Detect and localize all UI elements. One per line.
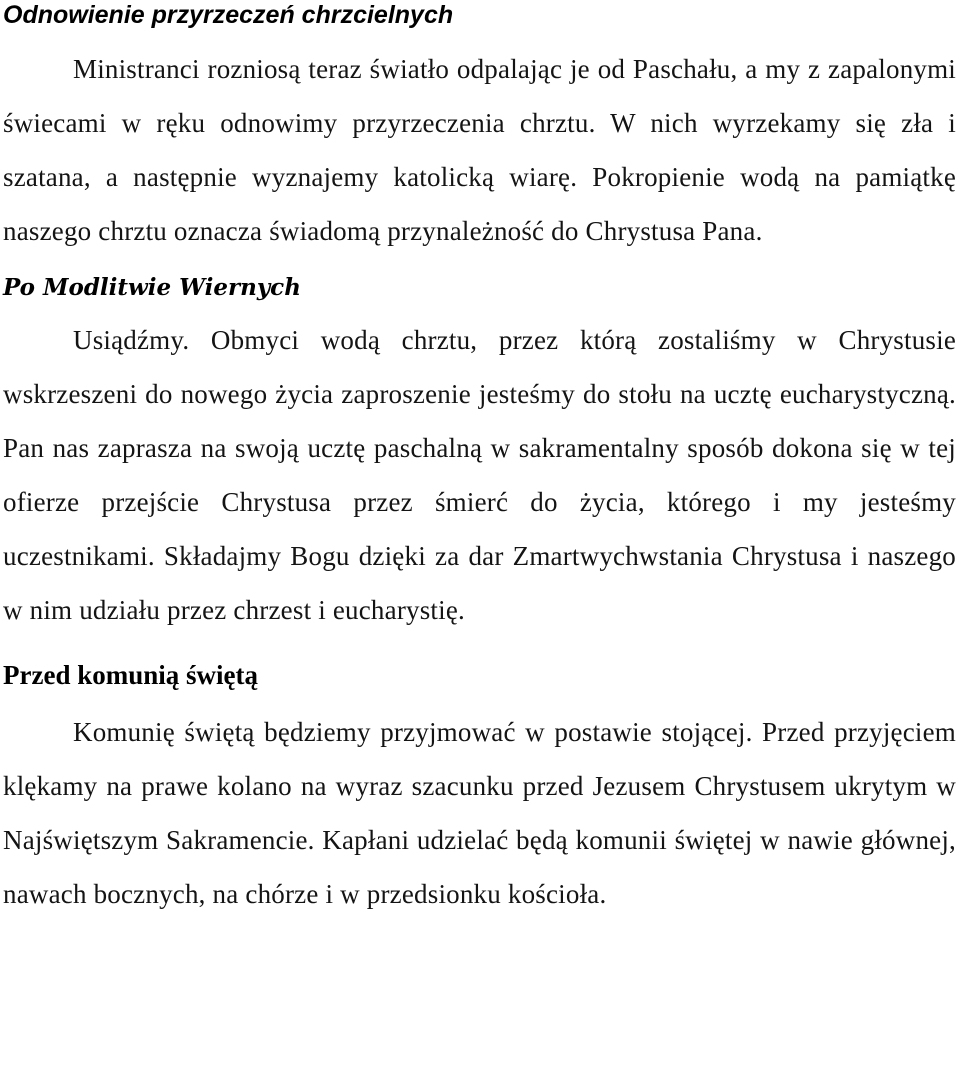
section-heading-after-prayer: Po Modlitwie Wiernych [3, 274, 301, 301]
section-heading-before-communion: Przed komunią świętą [3, 660, 258, 690]
section-body-before-communion: Komunię świętą będziemy przyjmować w postawie stojącej. Przed przyjęciem klękamy na prawe kolano na wyraz szacunku przed Jezusem Chrystusem ukrytym w Najświętszym Sakramencie. Kapłani udzielać będą komunii świętej w nawie głównej, nawach bocznych, na chórze i w przedsionku kościoła. [3, 717, 956, 909]
section-body-baptismal-promises: Ministranci rozniosą teraz światło odpalając je od Paschału, a my z zapalonymi świecami w ręku odnowimy przyrzeczenia chrztu. W nich wyrzekamy się zła i szatana, a następnie wyznajemy katolicką wiarę. Pokropienie wodą na pamiątkę naszego chrztu oznacza świadomą przynależność do Chrystusa Pana. [3, 54, 956, 246]
section-heading-baptismal-promises: Odnowienie przyrzeczeń chrzcielnych [3, 1, 454, 29]
document-page [3, 0, 956, 921]
section-body-after-prayer: Usiądźmy. Obmyci wodą chrztu, przez którą zostaliśmy w Chrystusie wskrzeszeni do nowego życia zaproszenie jesteśmy do stołu na ucztę eucharystyczną. Pan nas zaprasza na swoją ucztę paschalną w sakramentalny sposób dokona się w tej ofierze przejście Chrystusa przez śmierć do życia, którego i my jesteśmy uczestnikami. Składajmy Bogu dzięki za dar Zmartwychwstania Chrystusa i naszego w nim udziału przez chrzest i eucharystię. [3, 325, 956, 625]
